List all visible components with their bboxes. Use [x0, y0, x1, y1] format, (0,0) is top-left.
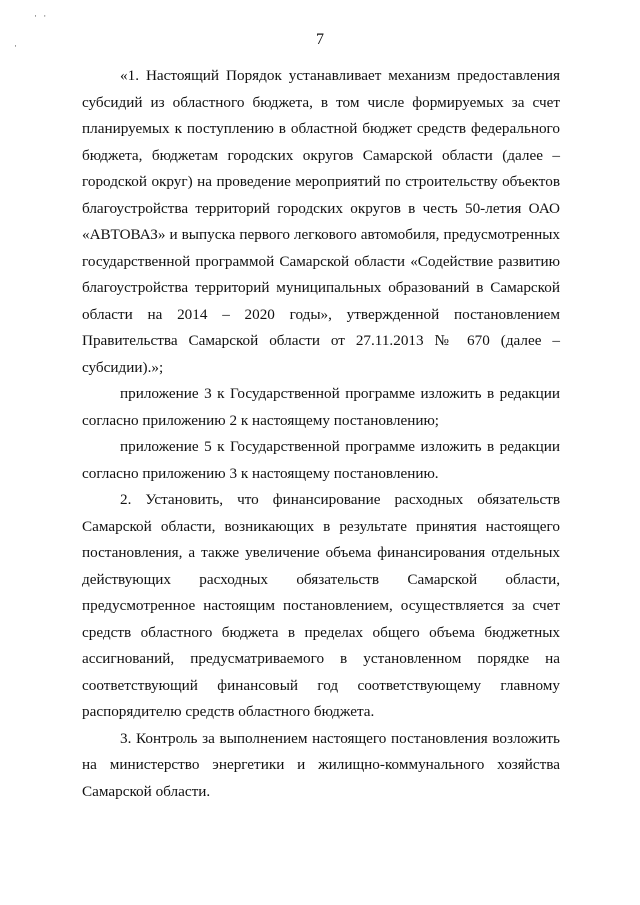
- paragraph-appendix-3: приложение 3 к Государственной программе изложить в редакции согласно приложению 2 к настоящему постановлению;: [82, 385, 560, 429]
- paragraph-procedure-clause: «1. Настоящий Порядок устанавливает механизм предоставления субсидий из областного бюджета, в том числе формируемых за счет планируемых к поступлению в областной бюджет средств федерального бюджета, бюджетам городских округов Самарской области (далее – городской округ) на проведение мероприятий по строительству объектов благоустройства территорий городских округов в честь 50-летия ОАО «АВТОВАЗ» и выпуска первого легкового автомобиля, предусмотренных государственной программой Самарской области «Содействие развитию благоустройства территорий муниципальных образований в Самарской области на 2014 – 2020 годы», утвержденной постановлением Правительства Самарской области от 27.11.2013 № 670 (далее – субсидии).»;: [82, 67, 560, 376]
- paragraph-financing: 2. Установить, что финансирование расходных обязательств Самарской области, возникающих в результате принятия настоящего постановления, а также увеличение объема финансирования отдельных действующих расходных обязательств Самарской области, предусмотренное настоящим постановлением, осуществляется за счет средств областного бюджета в пределах общего объема бюджетных ассигнований, предусматриваемого в установленном порядке на соответствующий финансовый год соответствующему главному распорядителю средств областного бюджета.: [82, 491, 560, 720]
- scan-artifact-dot: ·: [14, 41, 17, 51]
- paragraph-appendix-5: приложение 5 к Государственной программе изложить в редакции согласно приложению 3 к настоящему постановлению.: [82, 438, 560, 482]
- paragraph-control: 3. Контроль за выполнением настоящего постановления возложить на министерство энергетики и жилищно-коммунального хозяйства Самарской области.: [82, 729, 560, 800]
- scan-artifact-dots: · ·: [34, 11, 49, 21]
- page-number: 7: [316, 31, 324, 48]
- document-body: [82, 63, 560, 805]
